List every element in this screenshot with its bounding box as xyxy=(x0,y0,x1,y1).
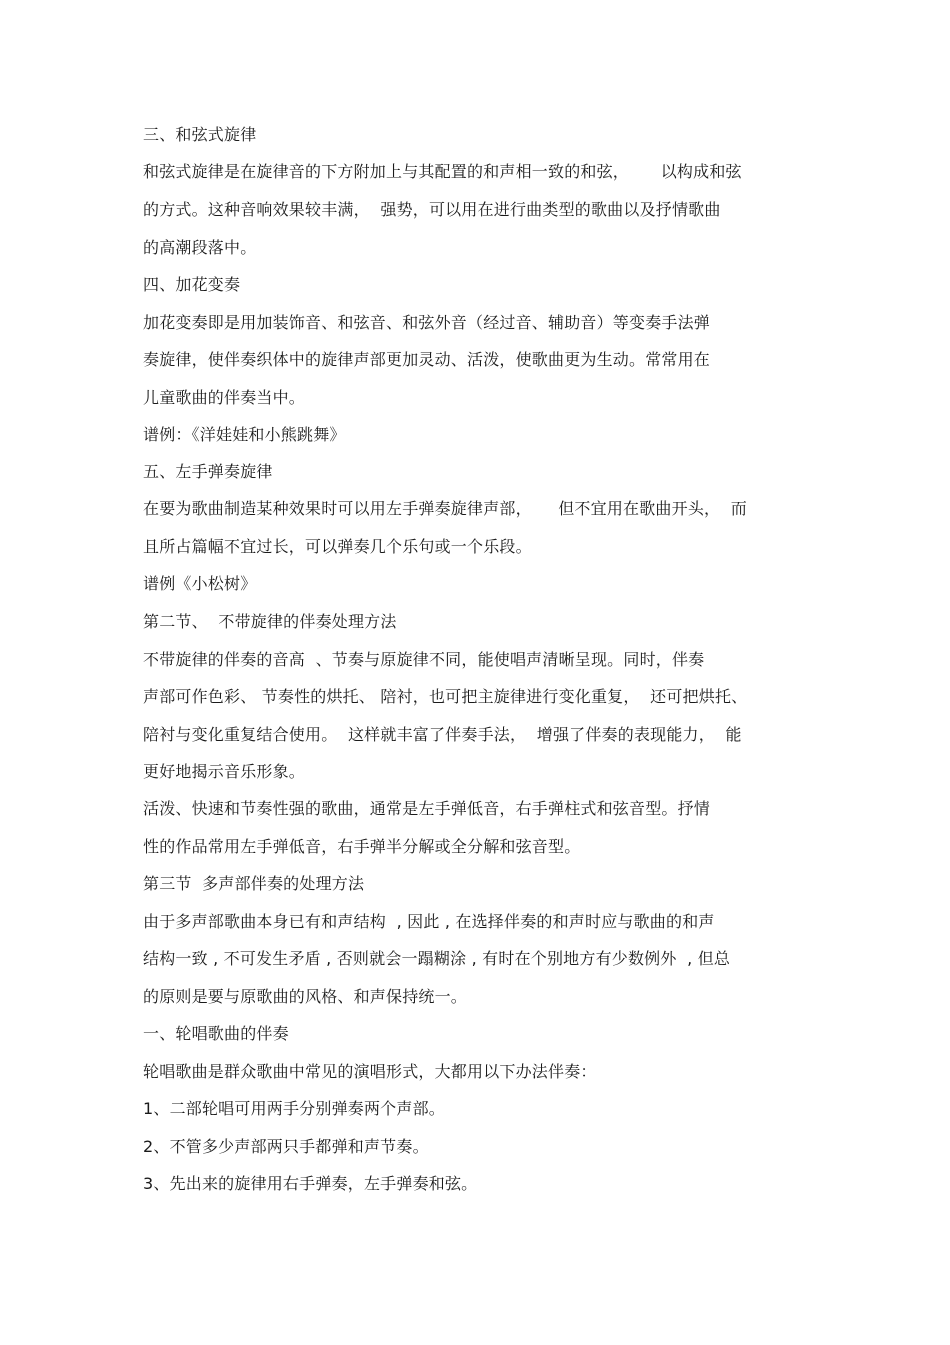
score-example: 谱例：《洋娃娃和小熊跳舞》 xyxy=(143,425,346,444)
paragraph-line: 儿童歌曲的伴奏当中。 xyxy=(143,388,306,407)
heading-section-2: 第二节、 不带旋律的伴奏处理方法 xyxy=(143,612,397,631)
paragraph-line: 陪衬与变化重复结合使用。 这样就丰富了伴奏手法， 增强了伴奏的表现能力， 能 xyxy=(143,725,742,744)
paragraph-line: 结构一致 , 不可发生矛盾 , 否则就会一蹋糊涂 , 有时在个别地方有少数例外 , 但总 xyxy=(143,949,731,968)
paragraph-line: 且所占篇幅不宜过长，可以弹奏几个乐句或一个乐段。 xyxy=(143,537,532,556)
paragraph-line: 由于多声部歌曲本身已有和声结构 , 因此 , 在选择伴奏的和声时应与歌曲的和声 xyxy=(143,912,715,931)
paragraph-line: 更好地揭示音乐形象。 xyxy=(143,762,306,781)
paragraph-line: 的原则是要与原歌曲的风格、和声保持统一。 xyxy=(143,987,468,1006)
paragraph-line: 在要为歌曲制造某种效果时可以用左手弹奏旋律声部， 但不宜用在歌曲开头， 而 xyxy=(143,499,748,518)
heading-round-songs: 一、轮唱歌曲的伴奏 xyxy=(143,1024,289,1043)
paragraph-line: 的方式。这种音响效果较丰满， 强势，可以用在进行曲类型的歌曲以及抒情歌曲 xyxy=(143,200,721,219)
paragraph-line: 奏旋律，使伴奏织体中的旋律声部更加灵动、活泼，使歌曲更为生动。常常用在 xyxy=(143,350,711,369)
paragraph-line: 加花变奏即是用加装饰音、和弦音、和弦外音（经过音、辅助音）等变奏手法弹 xyxy=(143,313,711,332)
list-item: 2、不管多少声部两只手都弹和声节奏。 xyxy=(143,1137,429,1156)
paragraph-line: 性的作品常用左手弹低音，右手弹半分解或全分解和弦音型。 xyxy=(143,837,581,856)
heading-variation: 四、加花变奏 xyxy=(143,275,241,294)
list-item: 1、二部轮唱可用两手分别弹奏两个声部。 xyxy=(143,1099,445,1118)
paragraph-line: 声部可作色彩、 节奏性的烘托、 陪衬，也可把主旋律进行变化重复， 还可把烘托、 xyxy=(143,687,748,706)
heading-chordal-melody: 三、和弦式旋律 xyxy=(143,125,257,144)
heading-left-hand-melody: 五、左手弹奏旋律 xyxy=(143,462,273,481)
list-item: 3、先出来的旋律用右手弹奏，左手弹奏和弦。 xyxy=(143,1174,478,1193)
paragraph-line: 的高潮段落中。 xyxy=(143,238,257,257)
paragraph-line: 轮唱歌曲是群众歌曲中常见的演唱形式，大都用以下办法伴奏： xyxy=(143,1062,597,1081)
heading-section-3: 第三节 多声部伴奏的处理方法 xyxy=(143,874,365,893)
score-example: 谱例《小松树》 xyxy=(143,574,257,593)
paragraph-line: 和弦式旋律是在旋律音的下方附加上与其配置的和声相一致的和弦， 以构成和弦 xyxy=(143,162,742,181)
paragraph-line: 不带旋律的伴奏的音高 、节奏与原旋律不同，能使唱声清晰呈现。同时，伴奏 xyxy=(143,650,705,669)
paragraph-line: 活泼、快速和节奏性强的歌曲，通常是左手弹低音，右手弹柱式和弦音型。抒情 xyxy=(143,799,711,818)
